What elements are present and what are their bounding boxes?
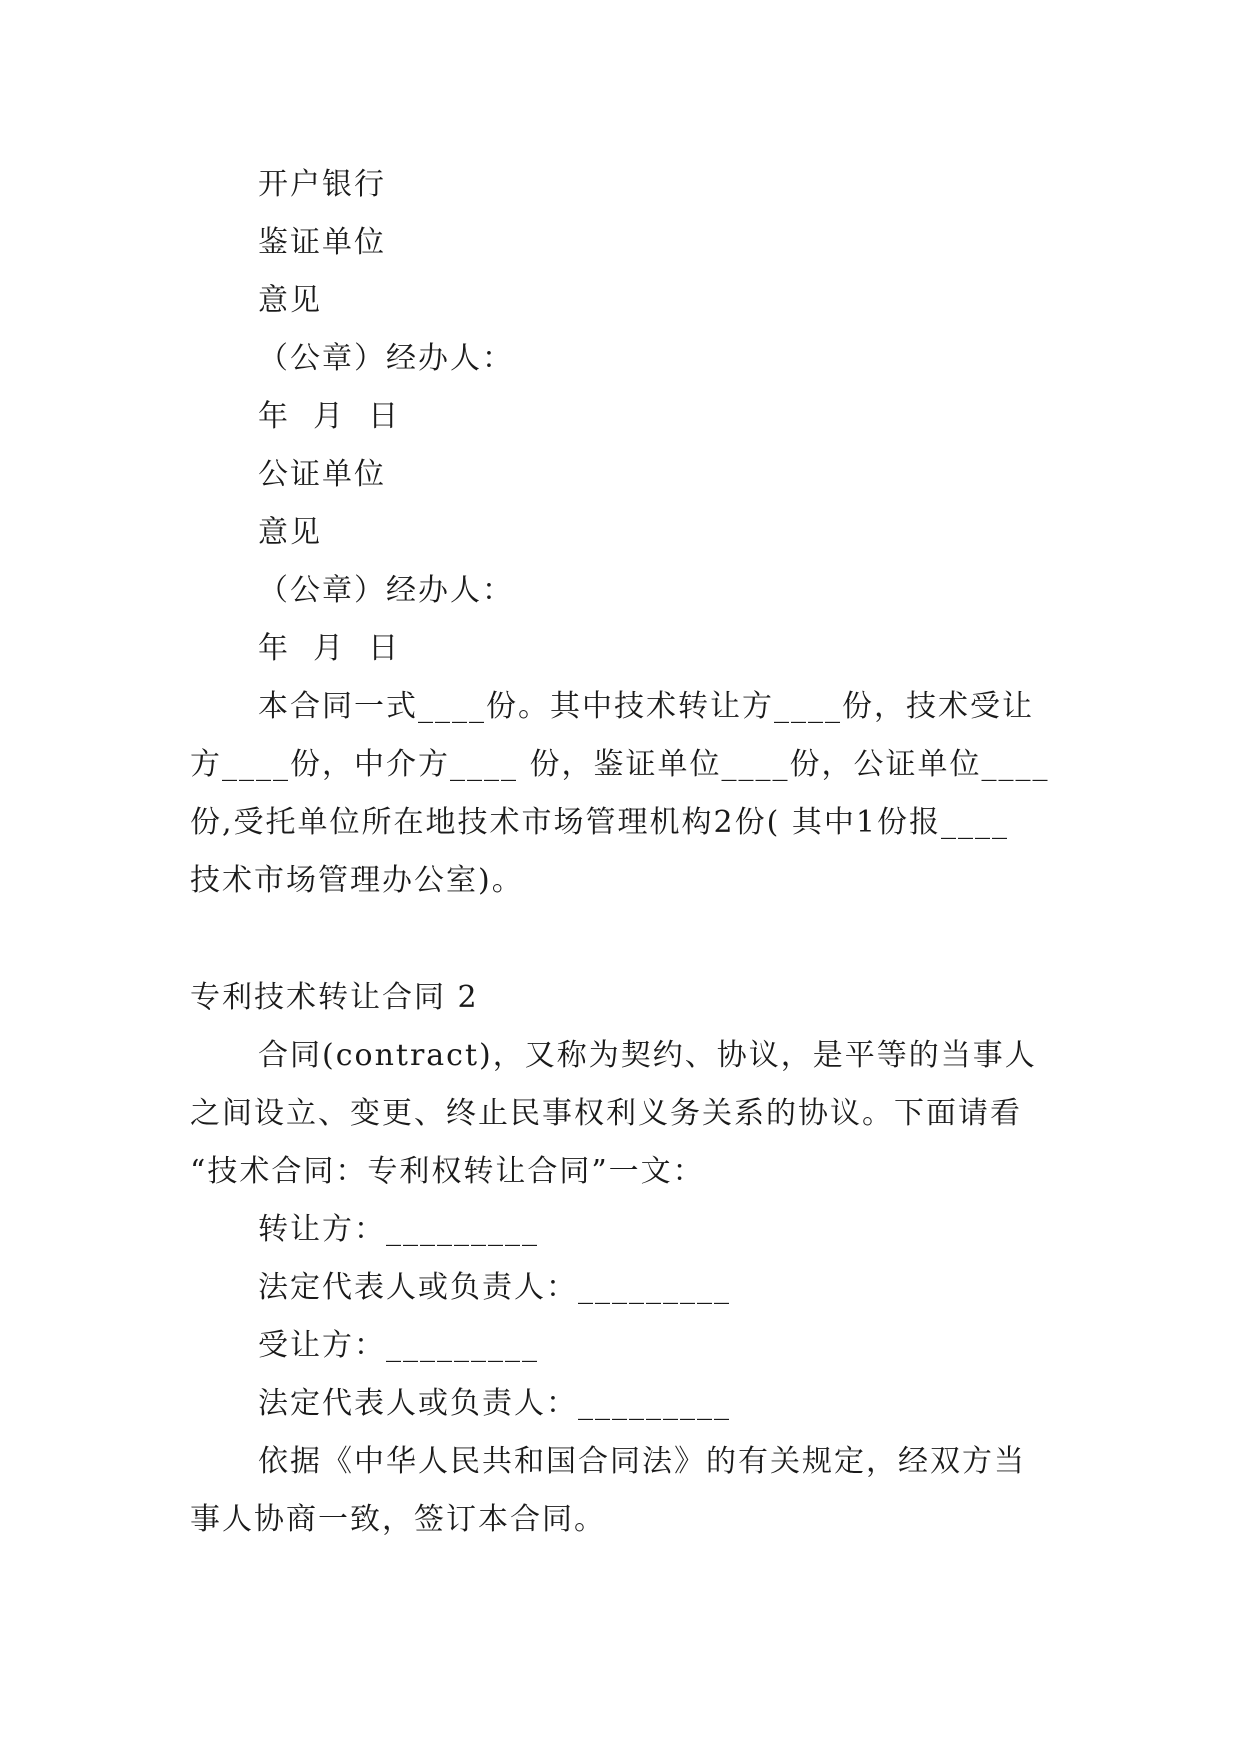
date-label: 年 月 日 [258,631,401,666]
transferor-field: 转让方：_________ [258,1212,539,1247]
intro-paragraph-line: 合同(contract)，又称为契约、协议，是平等的当事人 [258,1038,1037,1073]
intro-paragraph-line: “技术合同：专利权转让合同”一文： [190,1154,705,1189]
copies-paragraph-line: 方____份，中介方____ 份，鉴证单位____份，公证单位____ [190,747,1050,782]
bank-label: 开户银行 [258,167,386,202]
transferee-field: 受让方：_________ [258,1328,539,1363]
authentication-unit-label: 鉴证单位 [258,225,386,260]
section-title: 专利技术转让合同 2 [190,980,479,1015]
copies-paragraph-line: 份,受托单位所在地技术市场管理机构2份( 其中1份报____ [190,805,1009,840]
seal-handler-label: （公章）经办人： [258,341,514,376]
opinion-label: 意见 [258,283,322,318]
basis-paragraph-line: 依据《中华人民共和国合同法》的有关规定，经双方当 [258,1444,1026,1479]
seal-handler-label: （公章）经办人： [258,573,514,608]
notary-unit-label: 公证单位 [258,457,386,492]
intro-paragraph-line: 之间设立、变更、终止民事权利义务关系的协议。下面请看 [190,1096,1022,1131]
opinion-label: 意见 [258,515,322,550]
copies-paragraph-line: 本合同一式____份。其中技术转让方____份，技术受让 [258,689,1034,724]
transferor-representative-field: 法定代表人或负责人：_________ [258,1270,731,1305]
copies-paragraph-line: 技术市场管理办公室)。 [190,863,524,898]
basis-paragraph-line: 事人协商一致，签订本合同。 [190,1502,606,1537]
date-label: 年 月 日 [258,399,401,434]
transferee-representative-field: 法定代表人或负责人：_________ [258,1386,731,1421]
